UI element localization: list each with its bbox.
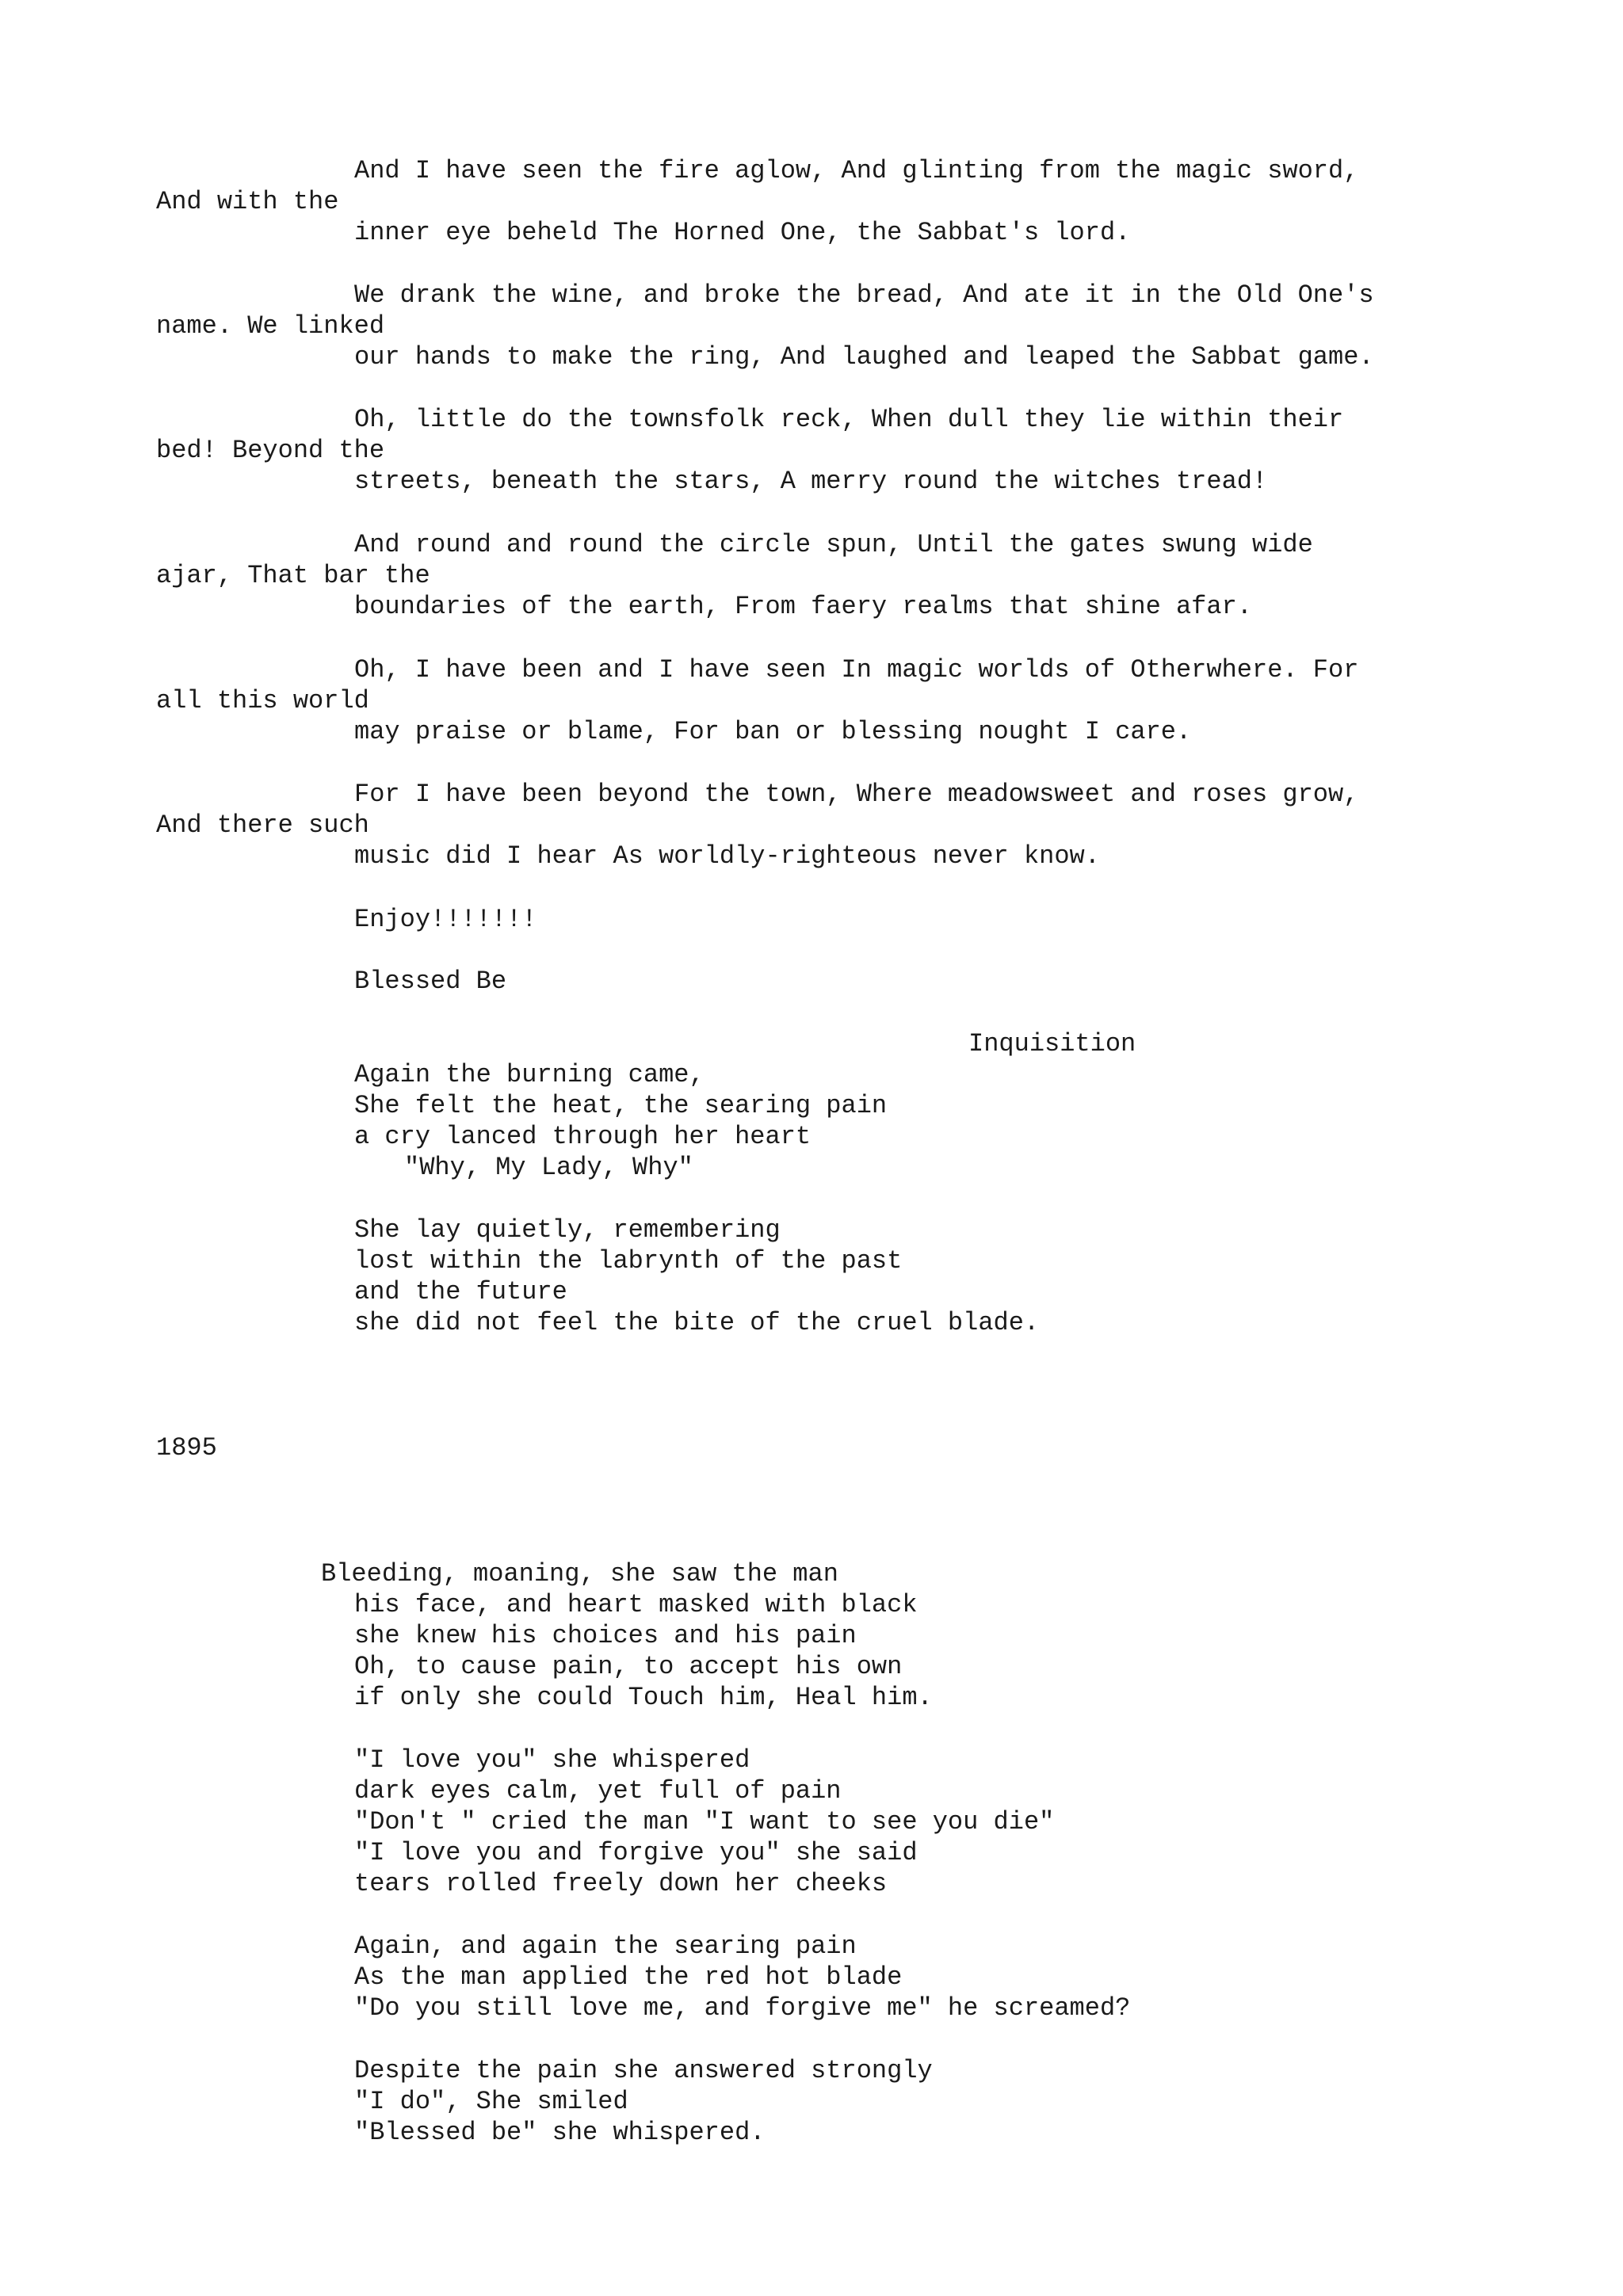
text-line: inner eye beheld The Horned One, the Sabbat's lord. <box>354 218 1131 247</box>
text-line: Bleeding, moaning, she saw the man <box>321 1559 838 1589</box>
text-line: bed! Beyond the <box>156 436 385 465</box>
text-line: Oh, little do the townsfolk reck, When dull they lie within their <box>354 405 1344 434</box>
text-line: music did I hear As worldly-righteous never know. <box>354 841 1100 871</box>
text-line: "Do you still love me, and forgive me" he screamed? <box>354 1993 1131 2023</box>
poem-title: Inquisition <box>968 1029 1136 1058</box>
text-line: Oh, I have been and I have seen In magic worlds of Otherwhere. For <box>354 655 1359 685</box>
text-line: We drank the wine, and broke the bread, And ate it in the Old One's <box>354 280 1374 310</box>
text-line: "I do", She smiled <box>354 2087 628 2116</box>
text-line: And round and round the circle spun, Until the gates swung wide <box>354 530 1313 559</box>
text-line: his face, and heart masked with black <box>354 1590 918 1619</box>
text-line: boundaries of the earth, From faery realms that shine afar. <box>354 592 1252 621</box>
text-line: and the future <box>354 1277 567 1306</box>
text-line: our hands to make the ring, And laughed and leaped the Sabbat game. <box>354 342 1374 372</box>
text-line: Again the burning came, <box>354 1060 705 1089</box>
text-line: name. We linked <box>156 311 385 341</box>
text-line: And I have seen the fire aglow, And glinting from the magic sword, <box>354 156 1359 185</box>
text-line: Again, and again the searing pain <box>354 1932 857 1961</box>
text-line: dark eyes calm, yet full of pain <box>354 1776 842 1806</box>
text-line: lost within the labrynth of the past <box>354 1246 903 1276</box>
text-line: a cry lanced through her heart <box>354 1122 812 1151</box>
text-line: As the man applied the red hot blade <box>354 1962 903 1992</box>
text-line: she knew his choices and his pain <box>354 1621 857 1650</box>
year-label: 1895 <box>156 1433 217 1463</box>
text-line: And there such <box>156 810 369 840</box>
text-line: She lay quietly, remembering <box>354 1215 781 1245</box>
text-line: if only she could Touch him, Heal him. <box>354 1683 933 1712</box>
text-line: "I love you and forgive you" she said <box>354 1838 918 1867</box>
text-line: She felt the heat, the searing pain <box>354 1091 888 1120</box>
text-line: tears rolled freely down her cheeks <box>354 1869 888 1898</box>
text-line: all this world <box>156 686 369 715</box>
text-line: ajar, That bar the <box>156 561 430 590</box>
text-line: Despite the pain she answered strongly <box>354 2056 933 2085</box>
text-line: Blessed Be <box>354 967 507 996</box>
text-line: And with the <box>156 187 339 216</box>
text-line: For I have been beyond the town, Where meadowsweet and roses grow, <box>354 780 1359 809</box>
text-line: may praise or blame, For ban or blessing nought I care. <box>354 717 1192 746</box>
text-line: "Don't " cried the man "I want to see you die" <box>354 1807 1055 1836</box>
text-line: "Why, My Lady, Why" <box>404 1153 693 1182</box>
text-line: Oh, to cause pain, to accept his own <box>354 1652 903 1681</box>
text-line: streets, beneath the stars, A merry round the witches tread! <box>354 467 1268 496</box>
text-line: Enjoy!!!!!!! <box>354 905 537 934</box>
text-line: "I love you" she whispered <box>354 1745 750 1775</box>
text-line: "Blessed be" she whispered. <box>354 2118 766 2147</box>
text-line: she did not feel the bite of the cruel blade. <box>354 1308 1040 1337</box>
